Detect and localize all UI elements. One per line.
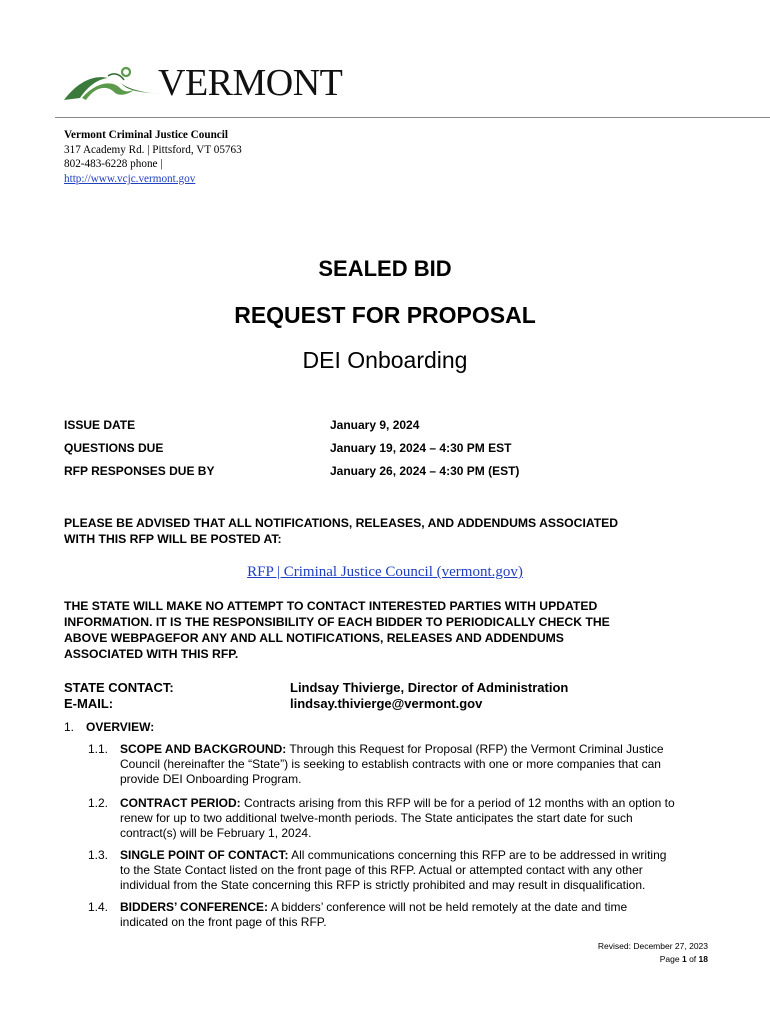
page-total: 18 [698,954,708,964]
questions-due-label: QUESTIONS DUE [64,441,164,455]
vermont-logo [62,62,342,106]
item-number: 1.1. [88,742,109,756]
issue-date-value: January 9, 2024 [330,418,420,432]
item-text: contract(s) will be February 1, 2024. [120,826,312,840]
item-text: Council (hereinafter the “State”) is seeking to establish contracts with one or more companies that can [120,757,661,771]
email-label: E-MAIL: [64,696,114,711]
page-label: Page [659,954,682,964]
notice-posting-line: WITH THIS RFP WILL BE POSTED AT: [64,532,282,546]
title-program: DEI Onboarding [302,347,468,373]
title-rfp: REQUEST FOR PROPOSAL [234,302,536,328]
item-text: All communications concerning this RFP are to be addressed in writing [288,848,667,862]
item-text: A bidders’ conference will not be held remotely at the date and time [268,900,628,914]
responses-due-label: RFP RESPONSES DUE BY [64,464,215,478]
item-heading: SCOPE AND BACKGROUND: [120,742,287,756]
street-address: 317 Academy Rd. | Pittsford, VT 05763 [64,143,242,156]
questions-due-value: January 19, 2024 – 4:30 PM EST [330,441,512,455]
notice-line: THE STATE WILL MAKE NO ATTEMPT TO CONTACT INTERESTED PARTIES WITH UPDATED [64,599,598,613]
revised-date: Revised: December 27, 2023 [597,941,708,951]
page-of: of [686,954,699,964]
rfp-page-link[interactable]: RFP | Criminal Justice Council (vermont.gov) [247,564,523,580]
notice-line: ASSOCIATED WITH THIS RFP. [64,647,239,661]
title-sealed-bid: SEALED BID [318,256,452,281]
list-item [88,796,708,841]
notice-line: ABOVE WEBPAGEFOR ANY AND ALL NOTIFICATIONS, RELEASES AND ADDENDUMS [64,631,564,645]
item-text: provide DEI Onboarding Program. [120,772,302,786]
notice-responsibility [64,598,724,662]
notice-line: INFORMATION. IT IS THE RESPONSIBILITY OF EACH BIDDER TO PERIODICALLY CHECK THE [64,615,610,629]
org-name: Vermont Criminal Justice Council [64,129,228,141]
item-heading: CONTRACT PERIOD: [120,796,241,810]
section-number: 1. [64,720,75,734]
phone-number: 802-483-6228 phone | [64,158,163,171]
section-title: OVERVIEW: [86,720,155,734]
mountain-logo-icon [62,62,162,106]
item-number: 1.4. [88,900,109,914]
state-contact-label: STATE CONTACT: [64,680,174,695]
notice-posting [64,515,724,547]
website-link[interactable]: http://www.vcjc.vermont.gov [64,172,196,185]
address-block [64,128,242,186]
item-text: indicated on the front page of this RFP. [120,915,327,929]
email-value: lindsay.thivierge@vermont.gov [290,696,483,711]
section-overview-heading [64,720,154,734]
state-contact-value: Lindsay Thivierge, Director of Administration [290,680,569,695]
item-text: to the State Contact listed on the front page of this RFP. Actual or attempted contact with any other [120,863,643,877]
responses-due-value: January 26, 2024 – 4:30 PM (EST) [330,464,520,478]
list-item [88,848,708,893]
item-text: Through this Request for Proposal (RFP) the Vermont Criminal Justice [286,742,664,756]
item-text: individual from the State concerning this RFP is strictly prohibited and may result in disqualification. [120,878,646,892]
item-text: Contracts arising from this RFP will be for a period of 12 months with an option to [240,796,675,810]
header-divider [55,117,770,118]
page-number [408,954,708,964]
item-text: renew for up to two additional twelve-month periods. The State anticipates the start date for such [120,811,633,825]
item-number: 1.2. [88,796,109,810]
item-heading: SINGLE POINT OF CONTACT: [120,848,289,862]
notice-posting-line: PLEASE BE ADVISED THAT ALL NOTIFICATIONS, RELEASES, AND ADDENDUMS ASSOCIATED [64,516,619,530]
logo-wordmark: VERMONT [158,62,343,104]
item-heading: BIDDERS’ CONFERENCE: [120,900,269,914]
issue-date-label: ISSUE DATE [64,418,136,432]
item-number: 1.3. [88,848,109,862]
list-item [88,900,708,930]
list-item [88,742,708,787]
page-current: 1 [681,954,687,964]
